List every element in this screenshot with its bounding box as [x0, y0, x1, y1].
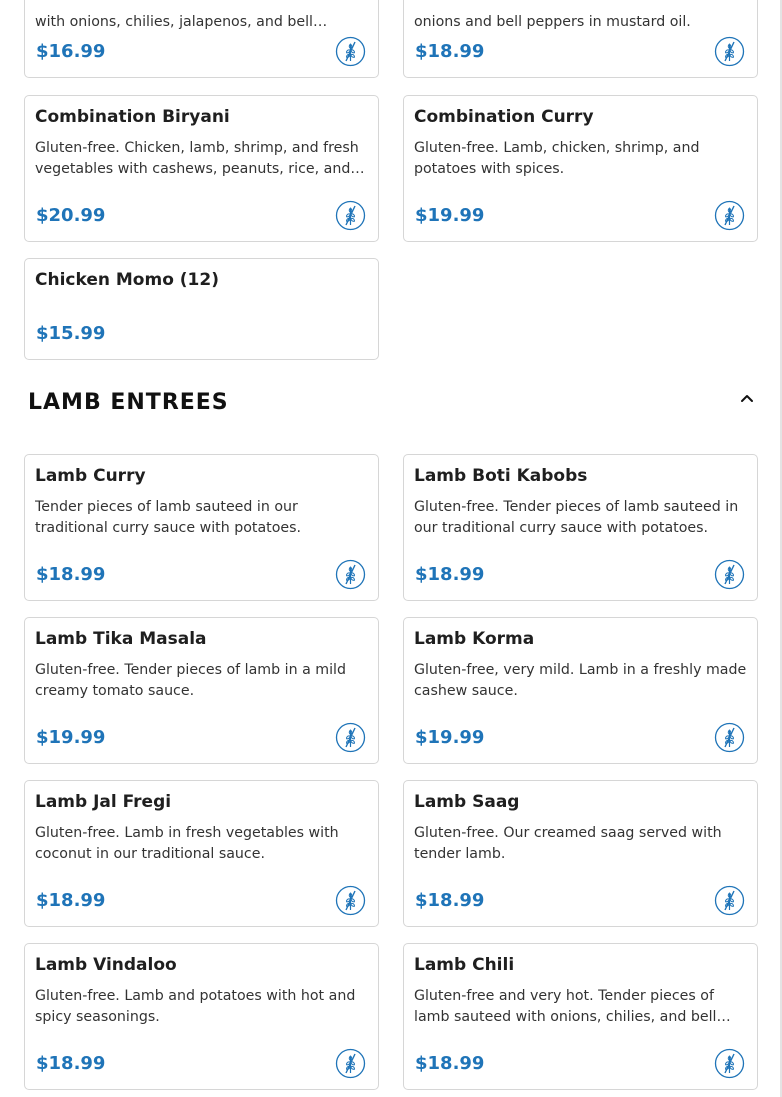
- menu-item-name: Lamb Jal Fregi: [35, 792, 172, 812]
- menu-item-price: $18.99: [415, 890, 485, 911]
- gluten-free-icon: [335, 885, 366, 916]
- menu-item-description: Gluten-free. Lamb and potatoes with hot and spicy seasonings.: [35, 988, 356, 1025]
- menu-item-price: $18.99: [415, 564, 485, 585]
- menu-item-description: Gluten-free. Our creamed saag served with tender lamb.: [414, 825, 722, 862]
- menu-item-description: Gluten-free, very mild. Lamb in a freshly made cashew sauce.: [414, 662, 747, 699]
- menu-item-price: $18.99: [36, 1053, 106, 1074]
- gluten-free-icon: [335, 200, 366, 231]
- gluten-free-icon: [335, 36, 366, 67]
- menu-item-description: Tender pieces of lamb sauteed in our traditional curry sauce with potatoes.: [35, 499, 302, 536]
- menu-item-card[interactable]: [403, 95, 758, 242]
- menu-item-name: Lamb Korma: [414, 629, 535, 649]
- section-title: LAMB ENTREES: [28, 390, 229, 415]
- gluten-free-icon: [335, 559, 366, 590]
- menu-item-name: Lamb Curry: [35, 466, 146, 486]
- menu-item-name: Lamb Chili: [414, 955, 515, 975]
- menu-item-description: Gluten-free. Tender pieces of lamb sauteed in our traditional curry sauce with potatoes.: [414, 499, 739, 536]
- menu-item-card[interactable]: [403, 617, 758, 764]
- menu-item-description: Gluten-free. Lamb, chicken, shrimp, and potatoes with spices.: [414, 140, 700, 177]
- menu-item-description: Gluten-free. Lamb in fresh vegetables with coconut in our traditional sauce.: [35, 825, 339, 862]
- menu-item-name: Lamb Boti Kabobs: [414, 466, 588, 486]
- menu-item-price: $18.99: [36, 890, 106, 911]
- section-header: [28, 388, 758, 418]
- gluten-free-icon: [335, 722, 366, 753]
- menu-item-card[interactable]: [24, 780, 379, 927]
- menu-item-price: $16.99: [36, 41, 106, 62]
- gluten-free-icon: [714, 200, 745, 231]
- menu-item-card[interactable]: [403, 0, 758, 78]
- menu-item-card[interactable]: [24, 454, 379, 601]
- menu-item-name: Combination Curry: [414, 107, 594, 127]
- menu-item-price: $20.99: [36, 205, 106, 226]
- chevron-up-icon[interactable]: [736, 388, 758, 410]
- menu-item-description: onions and bell peppers in mustard oil.: [414, 14, 691, 30]
- menu-item-price: $18.99: [415, 1053, 485, 1074]
- menu-item-card[interactable]: [24, 95, 379, 242]
- menu-item-name: Lamb Saag: [414, 792, 520, 812]
- lamb-entrees-grid: [24, 454, 758, 1090]
- gluten-free-icon: [714, 36, 745, 67]
- previous-section-partial-row: [24, 0, 758, 78]
- menu-item-price: $18.99: [415, 41, 485, 62]
- menu-item-description: Gluten-free. Chicken, lamb, shrimp, and fresh vegetables with cashews, peanuts, rice, and…: [35, 140, 365, 177]
- menu-item-name: Combination Biryani: [35, 107, 230, 127]
- menu-item-name: Chicken Momo (12): [35, 270, 219, 290]
- gluten-free-icon: [335, 1048, 366, 1079]
- menu-item-price: $15.99: [36, 323, 106, 344]
- menu-item-card[interactable]: [24, 258, 379, 360]
- menu-item-card[interactable]: [24, 617, 379, 764]
- menu-item-name: Lamb Tika Masala: [35, 629, 207, 649]
- menu-item-name: Lamb Vindaloo: [35, 955, 177, 975]
- menu-item-card[interactable]: [403, 943, 758, 1090]
- previous-section-grid: [24, 95, 758, 360]
- menu-item-card[interactable]: [403, 780, 758, 927]
- menu-item-price: $19.99: [415, 727, 485, 748]
- menu-item-card[interactable]: [24, 0, 379, 78]
- gluten-free-icon: [714, 722, 745, 753]
- gluten-free-icon: [714, 1048, 745, 1079]
- menu-item-description: Gluten-free and very hot. Tender pieces of lamb sauteed with onions, chilies, and bell…: [414, 988, 731, 1025]
- menu-item-price: $18.99: [36, 564, 106, 585]
- menu-item-description: with onions, chilies, jalapenos, and bell: [35, 14, 313, 30]
- menu-item-price: $19.99: [415, 205, 485, 226]
- menu-item-price: $19.99: [36, 727, 106, 748]
- menu-item-card[interactable]: [24, 943, 379, 1090]
- gluten-free-icon: [714, 559, 745, 590]
- menu-item-card[interactable]: [403, 454, 758, 601]
- gluten-free-icon: [714, 885, 745, 916]
- menu-item-description: Gluten-free. Tender pieces of lamb in a mild creamy tomato sauce.: [35, 662, 346, 699]
